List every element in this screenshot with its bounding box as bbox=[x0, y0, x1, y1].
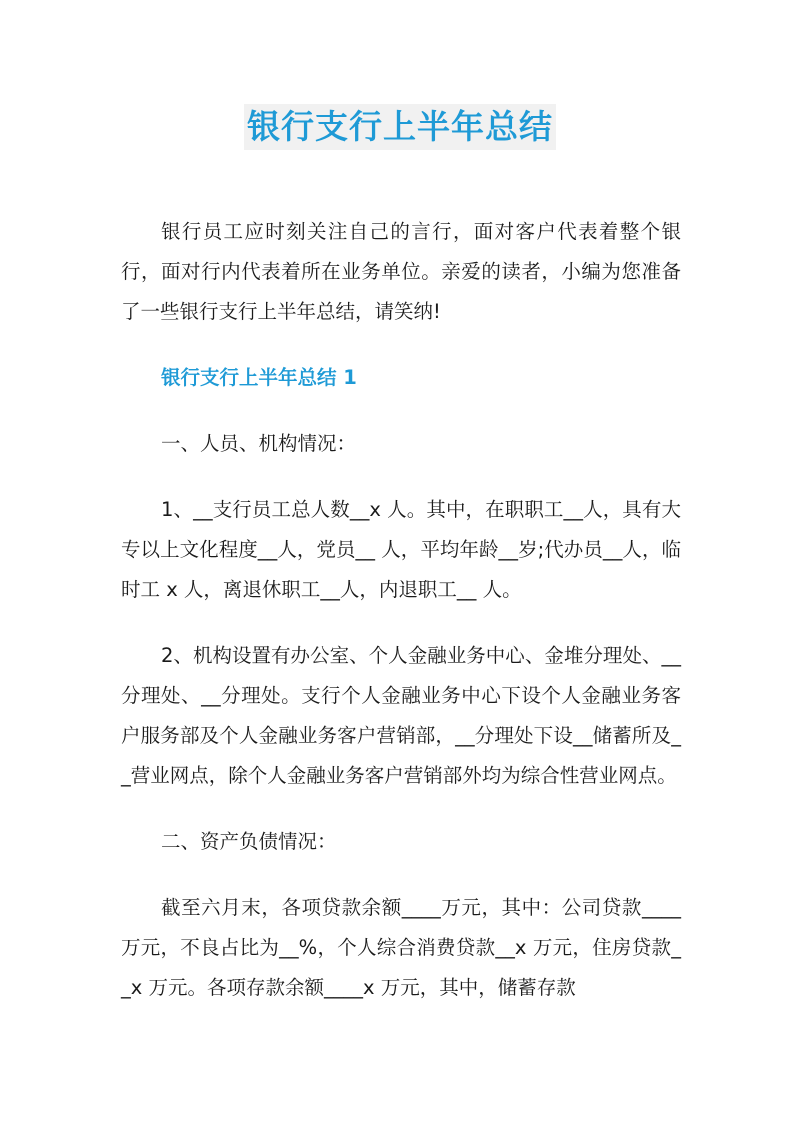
paragraph-staff: 1、__支行员工总人数__x 人。其中，在职职工__人，具有大专以上文化程度__人，党员__ 人，平均年龄__岁;代办员__人，临时工 x 人，离退休职工__人，内退职工__ 人。 bbox=[121, 498, 681, 601]
document-body bbox=[121, 212, 681, 1034]
paragraph-organization: 2、机构设置有办公室、个人金融业务中心、金堆分理处、__分理处、__分理处。支行个人金融业务中心下设个人金融业务客户服务部及个人金融业务客户营销部，__分理处下设__储蓄所及__营业网点，除个人金融业务客户营销部外均为综合性营业网点。 bbox=[121, 644, 681, 787]
subheading-assets: 二、资产负债情况： bbox=[161, 830, 337, 853]
document-title: 银行支行上半年总结 bbox=[244, 104, 556, 150]
title-container bbox=[0, 104, 800, 150]
paragraph-loans: 截至六月末，各项贷款余额____万元，其中：公司贷款____万元，不良占比为__%，个人综合消费贷款__x 万元，住房贷款__x 万元。各项存款余额____x 万元，其中，储蓄存款 bbox=[121, 896, 681, 999]
subheading-personnel: 一、人员、机构情况： bbox=[161, 432, 357, 455]
section-heading: 银行支行上半年总结 1 bbox=[161, 366, 357, 389]
intro-paragraph: 银行员工应时刻关注自己的言行，面对客户代表着整个银行，面对行内代表着所在业务单位。亲爱的读者，小编为您准备了一些银行支行上半年总结，请笑纳! bbox=[121, 220, 681, 323]
